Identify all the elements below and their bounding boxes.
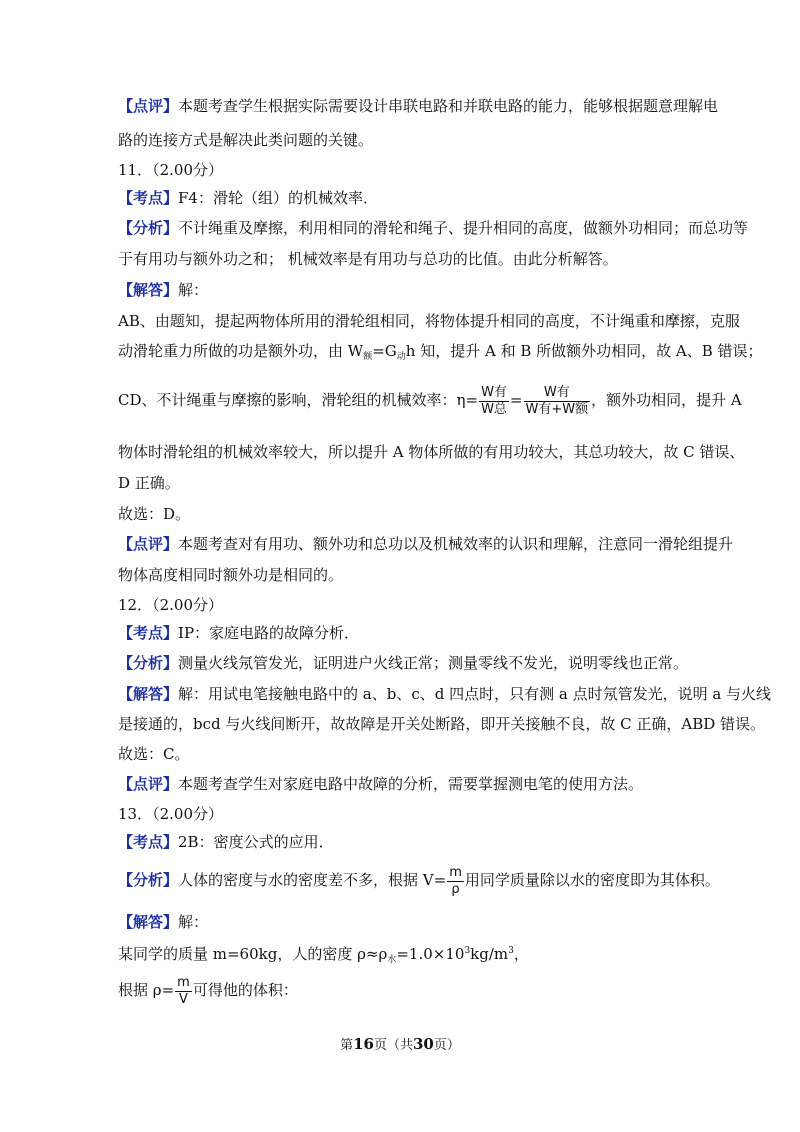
q12-answer-line1: 【解答】解：用试电笔接触电路中的 a、b、c、d 四点时，只有测 a 点时氖管发光，说明 a 与火线 (118, 685, 772, 703)
q11-ab-line1: AB、由题知，提起两物体所用的滑轮组相同，将物体提升相同的高度，不计绳重和摩擦，克服 (118, 312, 740, 330)
review-tag: 【点评】 (118, 97, 179, 115)
q11-review-line2: 物体高度相同时额外功是相同的。 (118, 566, 344, 584)
q12-choice: 故选：C。 (118, 745, 190, 763)
q11-ab-line2: 动滑轮重力所做的功是额外功，由 $W_额=G_动h$ 知，提升 A 和 B 所做额外功相同，故 A、B 错误； (118, 342, 763, 362)
q11-cd-line1: CD、不计绳重与摩擦的影响，滑轮组的机械效率：η= $\frac{\text{W有}}{\text{W总}}$ = $\frac{\text{W有}}{\text{W有+W额}}$ ，额外功相同，提升 A (118, 384, 742, 417)
q12-answer-line2: 是接通的，bcd 与火线间断开，故故障是开关处断路，即开关接触不良，故 C 正确，ABD 错误。 (118, 715, 766, 733)
review-10-line2: 路的连接方式是解决此类问题的关键。 (118, 131, 374, 149)
q13-mass: 某同学的质量 m=60kg，人的密度 $\rho\approx\rho_水=1.0\times 10^3kg/m^3$， (118, 945, 529, 965)
page-number: 16 (353, 1035, 374, 1053)
page-footer: 第16页（共30页） (340, 1035, 460, 1053)
q12-analysis: 【分析】测量火线氖管发光，证明进户火线正常；测量零线不发光，说明零线也正常。 (118, 654, 689, 672)
q13-point: 【考点】2B：密度公式的应用． (118, 833, 334, 851)
q11-review-line1: 【点评】本题考查对有用功、额外功和总功以及机械效率的认识和理解，注意同一滑轮组提升 (118, 535, 734, 553)
q13-basis: 根据 ρ= $\frac{m}{V}$ 可得他的体积： (118, 974, 298, 1007)
review-10-line1: 【点评】本题考查学生根据实际需要设计串联电路和并联电路的能力，能够根据题意理解电 (118, 97, 719, 115)
q12-review: 【点评】本题考查学生对家庭电路中故障的分析，需要掌握测电笔的使用方法。 (118, 775, 644, 793)
q13-header: 13．（2.00分） (118, 805, 223, 823)
q11-answer: 【解答】解： (118, 281, 209, 299)
volume-fraction: $\frac{m}{\rho}$ (449, 864, 462, 897)
efficiency-fraction-1: $\frac{\text{W有}}{\text{W总}}$ (481, 384, 507, 417)
q11-cd-line3: D 正确。 (118, 474, 180, 492)
q13-answer: 【解答】解： (118, 913, 209, 931)
q11-header: 11．（2.00分） (118, 161, 223, 179)
q11-choice: 故选：D。 (118, 505, 191, 523)
density-fraction: $\frac{m}{V}$ (177, 974, 190, 1007)
q12-point: 【考点】IP：家庭电路的故障分析． (118, 624, 360, 642)
q11-point: 【考点】F4：滑轮（组）的机械效率． (118, 189, 378, 207)
q13-analysis: 【分析】人体的密度与水的密度差不多，根据 V= $\frac{m}{\rho}$ 用同学质量除以水的密度即为其体积。 (118, 864, 720, 897)
q12-header: 12．（2.00分） (118, 596, 223, 614)
q11-analysis-line1: 【分析】不计绳重及摩擦，利用相同的滑轮和绳子、提升相同的高度，做额外功相同；而总功等 (118, 219, 749, 237)
efficiency-fraction-2: $\frac{\text{W有}}{\text{W有+W额}}$ (525, 384, 589, 417)
page-total: 30 (413, 1035, 434, 1053)
q11-analysis-line2: 于有用功与额外功之和； 机械效率是有用功与总功的比值。由此分析解答。 (118, 250, 618, 268)
q11-cd-line2: 物体时滑轮组的机械效率较大，所以提升 A 物体所做的有用功较大，其总功较大，故 C 错误、 (118, 443, 745, 461)
